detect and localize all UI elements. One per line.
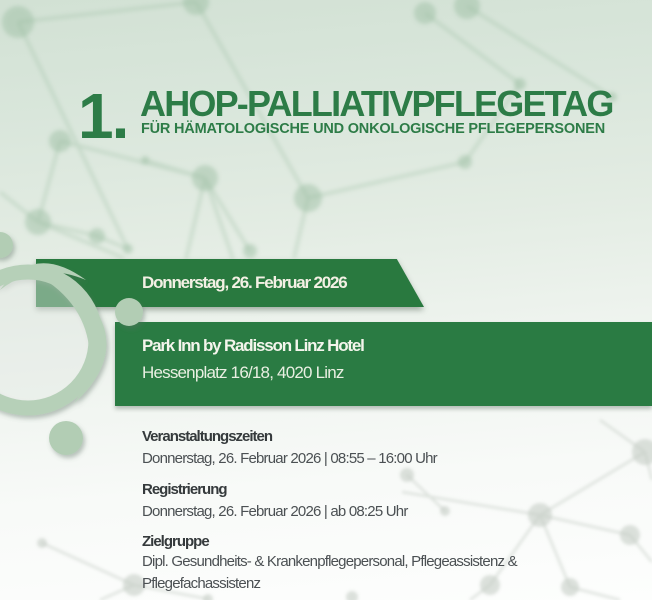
section-heading: Veranstaltungszeiten bbox=[142, 428, 273, 445]
logo-head-icon bbox=[0, 232, 13, 258]
section-line: Donnerstag, 26. Februar 2026 | ab 08:25 Uhr bbox=[142, 503, 408, 520]
logo-head-icon bbox=[115, 298, 143, 326]
page-title: AHOP-PALLIATIVPFLEGETAG bbox=[140, 83, 613, 124]
ahop-logo-icon bbox=[0, 230, 160, 490]
event-number: 1. bbox=[78, 80, 128, 152]
date-banner-text: Donnerstag, 26. Februar 2026 bbox=[142, 273, 347, 292]
logo-ring bbox=[0, 272, 96, 408]
logo-head-icon bbox=[49, 421, 83, 455]
venue-address: Hessenplatz 16/18, 4020 Linz bbox=[142, 363, 344, 382]
venue-banner bbox=[115, 322, 652, 406]
section-veranstaltungszeiten bbox=[142, 427, 642, 470]
section-line: Dipl. Gesundheits- & Krankenpflegepersonal, Pflegeassistenz & bbox=[142, 553, 517, 570]
section-zielgruppe bbox=[142, 532, 642, 594]
section-heading: Registrierung bbox=[142, 481, 227, 498]
page-subtitle: FÜR HÄMATOLOGISCHE UND ONKOLOGISCHE PFLEGEPERSONEN bbox=[141, 121, 605, 137]
section-line: Donnerstag, 26. Februar 2026 | 08:55 – 16:00 Uhr bbox=[142, 450, 437, 467]
section-registrierung bbox=[142, 480, 642, 523]
venue-name: Park Inn by Radisson Linz Hotel bbox=[142, 336, 364, 355]
section-heading: Zielgruppe bbox=[142, 533, 209, 550]
section-line: Pflegefachassistenz bbox=[142, 574, 261, 592]
